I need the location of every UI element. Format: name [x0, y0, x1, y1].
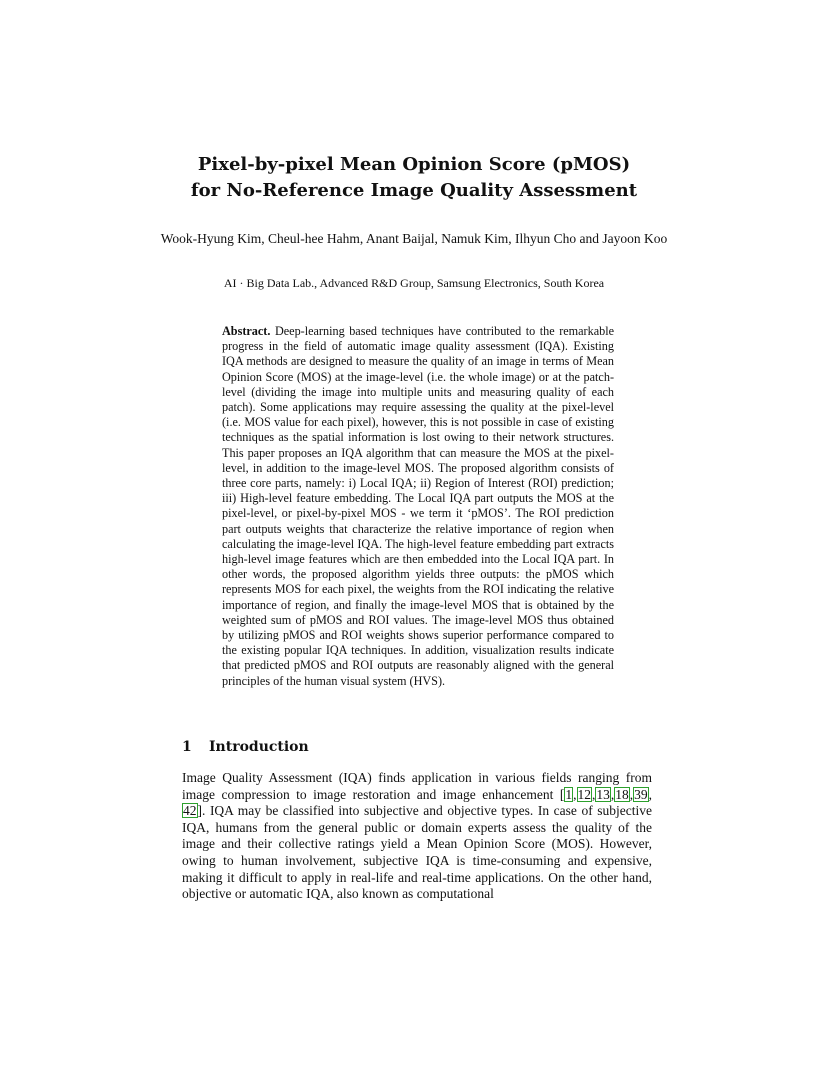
citation-link[interactable]: 13 [596, 786, 610, 802]
abstract-label: Abstract. [222, 324, 271, 338]
author-list: Wook-Hyung Kim, Cheul-hee Hahm, Anant Baijal, Namuk Kim, Ilhyun Cho and Jayoon Koo [160, 231, 668, 246]
citation-link[interactable]: 12 [577, 786, 591, 802]
affiliation: AI · Big Data Lab., Advanced R&D Group, Samsung Electronics, South Korea [223, 276, 605, 290]
introduction-paragraph: Image Quality Assessment (IQA) finds application in various fields ranging from image compression to image restoration and image enhancement [1,12,13,18,39, 42]. IQA may be classified into subjective and objective types. In case of subjective IQA, humans from the general public or domain experts assess the quality of the image and their collective ratings yield a Mean Opinion Score (MOS). However, owing to human involvement, subjective IQA is time-consuming and expensive, making it difficult to apply in real-life and real-time applications. On the other hand, objective or automatic IQA, also known as computational [182, 770, 652, 902]
citation-link[interactable]: 39 [634, 786, 648, 802]
citation-link[interactable]: 1 [565, 786, 573, 802]
paper-title [0, 152, 828, 204]
title-line-2: for No-Reference Image Quality Assessment [190, 180, 638, 201]
section-number: 1 [182, 739, 192, 755]
section-title: Introduction [209, 739, 309, 755]
section-heading-introduction [182, 738, 309, 756]
abstract-text: Deep-learning based techniques have contributed to the remarkable progress in the field of automatic image quality assessment (IQA). Existing IQA methods are designed to measure the quality of an image in terms of Mean Opinion Score (MOS) at the image-level (i.e. the whole image) or at the patch-level (dividing the image into multiple units and measuring quality of each patch). Some applications may require assessing the quality at the pixel-level (i.e. MOS value for each pixel), however, this is not possible in case of existing techniques as the spatial information is lost owing to their network structures. This paper proposes an IQA algorithm that can measure the MOS at the pixel-level, in addition to the image-level MOS. The proposed algorithm consists of three core parts, namely: i) Local IQA; ii) Region of Interest (ROI) prediction; iii) High-level feature embedding. The Local IQA part outputs the MOS at the pixel-level, or pixel-by-pixel MOS - we term it ‘pMOS’. The ROI prediction part outputs weights that characterize the relative importance of region when calculating the image-level IQA. The high-level feature embedding part extracts high-level image features which are then embedded into the Local IQA part. In other words, the proposed algorithm yields three outputs: the pMOS which represents MOS for each pixel, the weights from the ROI indicating the relative importance of region, and finally the image-level MOS that is obtained by the weighted sum of pMOS and ROI values. The image-level MOS thus obtained by utilizing pMOS and ROI weights shows superior performance compared to the existing popular IQA techniques. In addition, visualization results indicate that predicted pMOS and ROI outputs are reasonably aligned with the general principles of the human visual system (HVS). [222, 324, 614, 688]
citation-link[interactable]: 42 [183, 803, 197, 819]
citation-link[interactable]: 18 [615, 786, 629, 802]
intro-text-after: ]. IQA may be classified into subjective and objective types. In case of subjective IQA, humans from the general public or domain experts assess the quality of the image and their collective ratings yield a Mean Opinion Score (MOS). However, owing to human involvement, subjective IQA is time-consuming and expensive, making it difficult to apply in real-life and real-time applications. On the other hand, objective or automatic IQA, also known as computational [182, 803, 652, 902]
title-line-1: Pixel-by-pixel Mean Opinion Score (pMOS) [197, 154, 631, 175]
abstract [222, 324, 614, 689]
intro-text-before: Image Quality Assessment (IQA) finds application in various fields ranging from image compression to image restoration and image enhancement [ [182, 770, 652, 802]
